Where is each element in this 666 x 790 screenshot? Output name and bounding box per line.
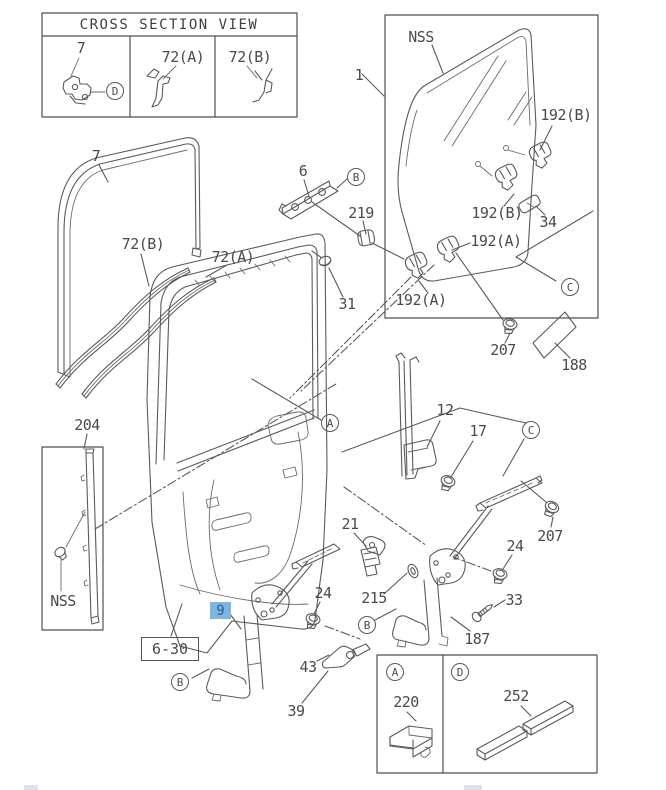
callout-a-detail: A [386, 663, 404, 681]
callout-b-mid: B [358, 616, 376, 634]
label-clip-192b-lower: 192(B) [471, 204, 523, 222]
label-regulator-187: 187 [464, 630, 490, 648]
label-glass-assy-1: 1 [354, 66, 364, 84]
bolt-207-upper-drawing [501, 317, 518, 335]
clip-192a-upper-drawing [436, 235, 462, 264]
sash-12-drawing [396, 353, 436, 479]
label-nss-sash: NSS [50, 592, 76, 610]
regulator-187-drawing [393, 476, 542, 647]
label-bolt-17: 17 [469, 422, 487, 440]
callout-b-lower: B [171, 673, 189, 691]
label-sash-12: 12 [436, 401, 454, 419]
label-run-72a: 72(A) [211, 248, 255, 266]
detail-box-frame [377, 655, 597, 773]
label-clip-192b-upper: 192(B) [540, 106, 592, 124]
label-bolt-24-right: 24 [506, 537, 524, 555]
label-screw-33: 33 [505, 591, 523, 609]
label-spacer-34: 34 [539, 213, 557, 231]
regulator-9-drawing [207, 544, 340, 701]
callout-c-upper: C [561, 278, 579, 296]
clip-215-drawing [406, 563, 420, 579]
label-clip-192a-upper: 192(A) [470, 232, 522, 250]
label-nss-glass: NSS [408, 28, 434, 46]
page-edge-artifact [24, 785, 38, 790]
leader-lines [84, 45, 593, 721]
ref-box-6-30: 6-30 [141, 637, 199, 661]
label-cs-7: 7 [76, 39, 86, 57]
label-cs-72b: 72(B) [228, 48, 272, 66]
highlighted-part-9[interactable]: 9 [210, 602, 231, 619]
label-run-72b: 72(B) [121, 235, 165, 253]
construction-lines [95, 265, 491, 639]
callout-c-right: C [522, 421, 540, 439]
label-clip-219: 219 [348, 204, 374, 222]
clip-192b-upper-drawing [528, 141, 554, 170]
label-clip-192a-lower: 192(A) [395, 291, 447, 309]
label-weatherstrip-7: 7 [91, 147, 101, 165]
label-bolt-207-upper: 207 [490, 341, 516, 359]
page-edge-artifact [464, 785, 482, 790]
label-bracket-6: 6 [298, 162, 308, 180]
cross-section-title: CROSS SECTION VIEW [79, 17, 259, 33]
screw-33-drawing [470, 601, 495, 624]
bolt-24-left-drawing [304, 612, 321, 630]
label-grommet-31: 31 [338, 295, 356, 313]
label-part-252: 252 [503, 687, 529, 705]
label-part-220: 220 [393, 693, 419, 711]
handle-43-drawing [322, 644, 370, 668]
lock-21-drawing [361, 537, 385, 576]
bolt-24-right-drawing [491, 567, 508, 585]
callout-d-cross-section: D [106, 82, 124, 100]
weatherstrip-7-drawing [58, 138, 201, 377]
label-pin-39: 39 [287, 702, 305, 720]
label-sash-204: 204 [74, 416, 100, 434]
glass-box-frame [385, 15, 598, 318]
grommet-220-drawing [390, 726, 432, 757]
label-plate-188: 188 [561, 356, 587, 374]
label-lock-21: 21 [341, 515, 359, 533]
callout-b-upper: B [347, 168, 365, 186]
bolt-17-drawing [438, 474, 456, 493]
clip-219-drawing [357, 229, 375, 247]
label-clip-215: 215 [361, 589, 387, 607]
plate-188-drawing [533, 312, 576, 358]
clip-192b-lower-drawing [494, 163, 520, 192]
label-bolt-207-right: 207 [537, 527, 563, 545]
callout-d-detail: D [451, 663, 469, 681]
callout-a-door: A [321, 414, 339, 432]
glass-run-72b-drawing [56, 268, 190, 388]
bolt-207-right-drawing [541, 499, 560, 519]
label-bolt-24-left: 24 [314, 584, 332, 602]
label-handle-43: 43 [299, 658, 317, 676]
label-cs-72a: 72(A) [161, 48, 205, 66]
bracket-6-drawing [279, 181, 338, 219]
